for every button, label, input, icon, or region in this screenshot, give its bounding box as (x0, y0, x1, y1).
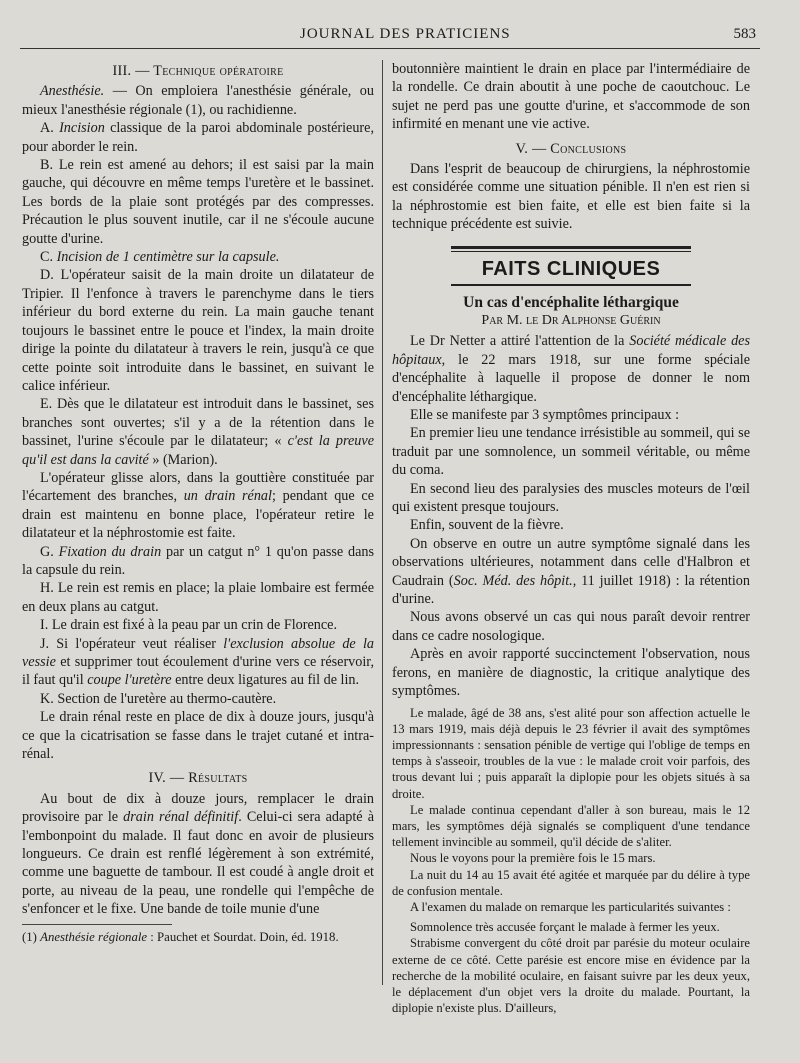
article-p6-italic: Soc. Méd. des hôpit. (453, 572, 573, 589)
observation-p3: Nous le voyons pour la première fois le 15 mars. (410, 851, 656, 866)
conclusions-paragraph: Dans l'esprit de beaucoup de chirurgiens, la néphrostomie est considérée comme une situation pénible. Il n'en est rien si la néphrostomie est bien faite, et elle est bien faite si la technique précédente est suivie. (392, 161, 750, 233)
section-conclusions-heading: V. — Conclusions (515, 140, 627, 157)
section-resultats-heading: IV. — Résultats (148, 770, 248, 787)
article-p7: Nous avons observé un cas qui nous paraît devoir rentrer dans ce cadre nosologique. (392, 609, 750, 644)
article-p1-italic: Société médicale des hôpitaux (392, 333, 750, 368)
page-header (20, 22, 760, 49)
anesthesie-label: Anesthésie. (40, 83, 105, 100)
step-a-prefix: A. (40, 120, 60, 137)
resultats-text-2: . Celui-ci sera adapté à l'embonpoint du malade. Il faut donc en avoir de plusieurs longueurs. Ce drain est renflé légèrement à son extrémité, comme une baguette de tambour. Il est coudé à angle droit et porte, au niveau de la peau, une rondelle qui l'empêche de s'enfoncer et le fixe. Une bande de toile munie d'une (22, 809, 374, 918)
step-j-italic-2: coupe l'uretère (87, 672, 172, 689)
observation-block (392, 705, 750, 1017)
step-k: K. Section de l'uretère au thermo-cautère. (40, 690, 277, 707)
step-j-text-3: entre deux ligatures au fil de lin. (171, 672, 360, 689)
article-p6-text-2: , 11 juillet 1918) : la rétention d'urine. (392, 572, 750, 608)
step-j-italic-1: l'exclusion absolue de la vessie (22, 635, 374, 670)
observation-p7: Strabisme convergent du côté droit par parésie du moteur oculaire externe de ce côté. Cette parésie est encore mise en évidence par la recherche de la mobilité oculaire, en faisant suivre par les deux yeux, le déplacement d'un objet vers la droite du malade. Pourtant, la diplopie n'existe plus. D'ailleurs, (392, 936, 750, 1016)
step-b: B. Le rein est amené au dehors; il est saisi par la main gauche, qui découvre en même temps l'uretère et le bassinet. Les bords de la plaie sont protégés par des compresses. Précaution le plus souvent inutile, car il ne s'écoule aucune goutte d'urine. (22, 157, 374, 247)
page-number: 583 (733, 26, 756, 42)
continuation-paragraph: boutonnière maintient le drain en place par l'intermédiaire de la rondelle. Ce drain aboutit à une poche de caoutchouc. Le sujet ne perd pas une goutte d'urine, et s'accommode de son infirmité en menant une vie active. (392, 61, 750, 133)
step-g-italic: Fixation du drain (58, 543, 162, 560)
observation-p4: La nuit du 14 au 15 avait été agitée et marquée par du délire à type de confusion mentale. (392, 867, 750, 898)
step-e-text: E. Dès que le dilatateur est introduit dans le bassinet, ses branches sont ouvertes; s'il y a de la rétention dans le bassinet, l'urine s'écoule par le dilatateur; « (22, 396, 374, 450)
step-g-text: par un catgut n° 1 qu'on passe dans la capsule du rein. (22, 543, 375, 578)
step-d: D. L'opérateur saisit de la main droite un dilatateur de Tripier. Il l'enfonce à travers le parenchyme dans le tiers inférieur du bord externe du rein. La main gauche tenant toujours le bassinet entre le pouce et l'index, la main droite dirige la pointe du dilatateur à travers le rein, jusqu'à ce que cette pointe soit introduite dans le bassinet, en suivant le calice inférieur. (22, 267, 374, 394)
resultats-text-1: Au bout de dix à douze jours, remplacer le drain provisoire par le (22, 790, 374, 826)
resultats-paragraph (22, 790, 374, 919)
step-f-end: ; pendant que ce drain est maintenu en bonne place, l'opérateur retire le dilatateur et la néphrostomie est faite. (22, 488, 374, 542)
anesthesie-paragraph (22, 82, 374, 119)
observation-p6: Somnolence très accusée forçant le malade à fermer les yeux. (410, 920, 720, 935)
step-c (22, 248, 374, 266)
article-p6 (392, 535, 750, 609)
article-p3: En premier lieu une tendance irrésistible au sommeil, qui se traduit par une somnolence, un sommeil véritable, ou même du coma. (392, 425, 750, 479)
observation-p2: Le malade continua cependant d'aller à son bureau, mais le 12 mars, les symptômes déjà signalés se compliquent d'une tendance tellement invincible au sommeil, qu'il décide de s'aliter. (392, 802, 750, 850)
article-p8: Après en avoir rapporté succinctement l'observation, nous ferons, en manière de diagnostic, la critique analytique des symptômes. (392, 646, 750, 700)
faits-cliniques-title: FAITS CLINIQUES (481, 257, 661, 280)
journal-title: JOURNAL DES PRATICIENS (300, 26, 511, 42)
article-p4: En second lieu des paralysies des muscles moteurs de l'œil qui existent presque toujours. (392, 480, 750, 516)
observation-p5: A l'examen du malade on remarque les particularités suivantes : (410, 899, 731, 914)
left-column (22, 60, 374, 945)
footnote-rule (22, 924, 172, 925)
step-f (22, 469, 374, 543)
article-author: Par M. le Dr Alphonse Guérin (481, 312, 661, 328)
article-p5: Enfin, souvent de la fièvre. (410, 517, 564, 534)
footnote (22, 929, 374, 945)
article-p1-text: Le Dr Netter a attiré l'attention de la (410, 333, 630, 350)
section-technique-heading: III. — Technique opératoire (112, 63, 284, 79)
anesthesie-text: — On emploiera l'anesthésie générale, ou mieux l'anesthésie régionale (1), ou rachidienne. (22, 83, 374, 118)
faits-bottom-rule (451, 284, 691, 286)
step-g (22, 543, 374, 580)
right-column (392, 60, 750, 1016)
faits-top-rule (451, 246, 691, 252)
step-a-text: classique de la paroi abdominale postérieure, pour aborder le rein. (22, 120, 375, 155)
step-a (22, 119, 374, 156)
step-i: I. Le drain est fixé à la peau par un crin de Florence. (40, 617, 338, 634)
step-e-end: » (Marion). (148, 451, 218, 468)
step-a-italic: Incision (59, 120, 105, 137)
footnote-italic: Anesthésie régionale (40, 929, 148, 944)
step-h: H. Le rein est remis en place; la plaie lombaire est fermée en deux plans au catgut. (22, 580, 374, 615)
article-title: Un cas d'encéphalite léthargique (463, 293, 679, 311)
article-p6-text: On observe en outre un autre symptôme signalé dans les observations ultérieures, notamment dans celle d'Halbron et Caudrain ( (392, 535, 750, 589)
step-j (22, 635, 374, 690)
step-f-text: L'opérateur glisse alors, dans la gouttière constituée par l'écartement des branches, (22, 469, 374, 505)
step-g-prefix: G. (40, 543, 59, 560)
step-e-italic: c'est la preuve qu'il est dans la cavité (22, 433, 374, 468)
step-e (22, 395, 374, 469)
step-j-text: J. Si l'opérateur veut réaliser (40, 635, 224, 652)
column-divider (382, 60, 383, 985)
article-p1 (392, 332, 750, 406)
footnote-prefix: (1) (22, 929, 41, 944)
step-c-prefix: C. (40, 249, 57, 266)
step-c-italic: Incision de 1 centimètre sur la capsule. (56, 249, 280, 266)
footnote-text: : Pauchet et Sourdat. Doin, éd. 1918. (147, 929, 339, 944)
article-p1-text-2: , le 22 mars 1918, sur une forme spéciale d'encéphalite à laquelle il propose de donner le nom d'encéphalite léthargique. (392, 351, 750, 405)
step-j-text-2: et supprimer tout écoulement d'urine vers ce réservoir, il faut qu'il (22, 654, 374, 689)
resultats-italic: drain rénal définitif (123, 809, 239, 826)
observation-p1: Le malade, âgé de 38 ans, s'est alité pour son affection actuelle le 13 mars 1919, mais déjà depuis le 23 février il avait des symptômes impressionnants : sensation pénible de vertige qui l'oblige de temps en temps à s'asseoir, troubles de la vue : le malade croit voir parfois, des trous devant lui ; puis apparaît la diplopie pour les objets situés à sa droite. (392, 705, 750, 801)
article-p2: Elle se manifeste par 3 symptômes principaux : (410, 407, 680, 423)
step-f-italic: un drain rénal (183, 488, 272, 505)
drain-paragraph: Le drain rénal reste en place de dix à douze jours, jusqu'à ce que la cicatrisation se fasse dans le trajet cutané et intra-rénal. (22, 709, 374, 763)
